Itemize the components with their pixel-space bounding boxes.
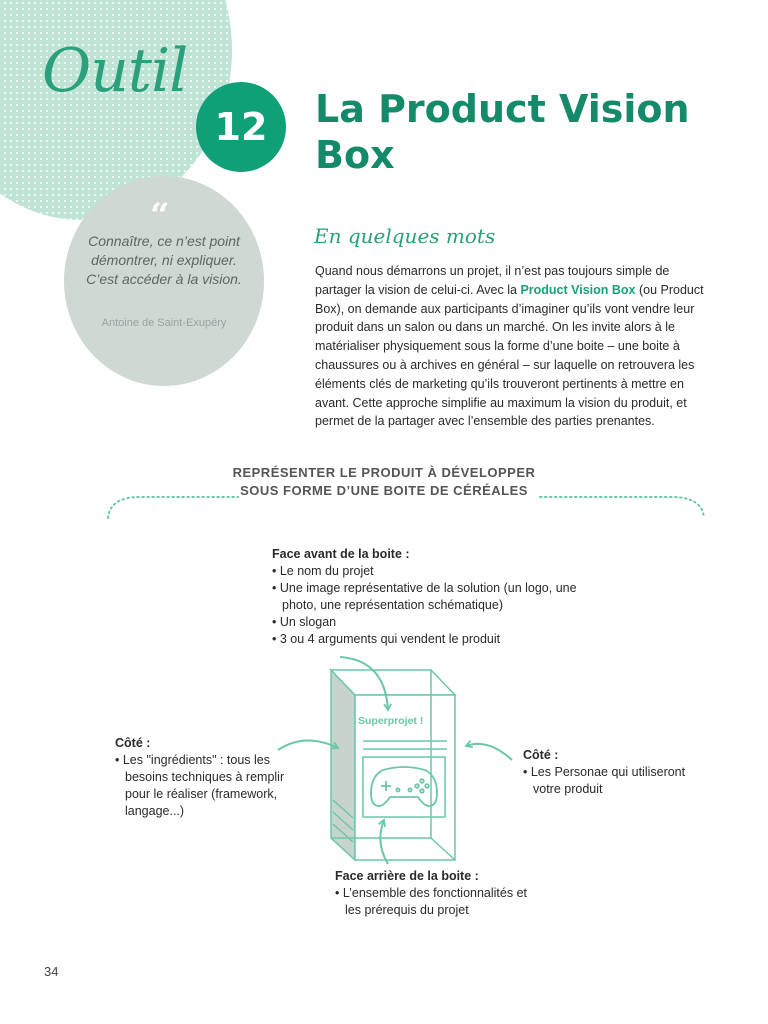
product-vision-box-highlight: Product Vision Box bbox=[520, 282, 636, 297]
tool-word: Outil bbox=[42, 36, 188, 106]
front-item: • Un slogan bbox=[272, 615, 337, 629]
back-face-annotation bbox=[335, 868, 545, 919]
back-item: • L’ensemble des fonctionnalités et les prérequis du projet bbox=[335, 886, 527, 917]
front-face-label: Face avant de la boite : bbox=[272, 547, 410, 561]
dotted-bracket-left bbox=[108, 497, 238, 518]
left-side-item: • Les "ingrédients" : tous les besoins techniques à remplir pour le réaliser (framework, langage...) bbox=[115, 753, 285, 818]
front-item: • 3 ou 4 arguments qui vendent le produit bbox=[272, 632, 501, 646]
right-side-label: Côté : bbox=[523, 748, 559, 762]
cereal-box-illustration bbox=[331, 670, 455, 860]
right-side-item: • Les Personae qui utiliseront votre produit bbox=[523, 765, 686, 796]
banner-line: SOUS FORME D’UNE BOITE DE CÉRÉALES bbox=[240, 483, 528, 498]
front-item: • Une image représentative de la solution (un logo, une photo, une représentation schématique) bbox=[272, 581, 577, 612]
front-face-annotation bbox=[272, 546, 592, 648]
box-product-name: Superprojet ! bbox=[358, 715, 424, 727]
front-item: • Le nom du projet bbox=[272, 564, 374, 578]
page-title: La Product Vision Box bbox=[315, 87, 690, 177]
dotted-bracket-right bbox=[540, 497, 704, 518]
page-number: 34 bbox=[44, 964, 59, 979]
right-side-annotation bbox=[523, 747, 713, 798]
arrow-right bbox=[466, 744, 512, 760]
box-side-face bbox=[331, 670, 355, 860]
banner-line: REPRÉSENTER LE PRODUIT À DÉVELOPPER bbox=[232, 465, 536, 480]
quote-text: Connaître, ce n’est point démontrer, ni expliquer. C’est accéder à la vision. bbox=[86, 233, 242, 287]
left-side-annotation bbox=[115, 735, 305, 820]
tool-number-badge: 12 bbox=[196, 82, 286, 172]
quote-author: Antoine de Saint-Exupéry bbox=[101, 317, 227, 329]
paragraph-text: (ou Product Box), on demande aux participants d’imaginer qu’ils vont vendre leur produit dans un salon ou dans un marché. On les invite alors à le matérialiser physiquement sous la forme d’une boite – une boite à chaussures ou à archives en général – sur laquelle on retrouvera les éléments clés de marketing qu’ils trouveront pertinents à mettre en avant. Cette approche simplifie au maximum la vision du produit, et permet de la partager avec l’ensemble des parties prenantes. bbox=[315, 282, 704, 429]
section-heading: En quelques mots bbox=[314, 224, 496, 248]
quote-mark-icon: “ bbox=[150, 196, 170, 236]
paragraph-text: Quand nous démarrons un projet, il n’est pas toujours simple de partager la vision de celui-ci. Avec la bbox=[315, 264, 670, 297]
back-face-label: Face arrière de la boite : bbox=[335, 869, 479, 883]
left-side-label: Côté : bbox=[115, 736, 151, 750]
